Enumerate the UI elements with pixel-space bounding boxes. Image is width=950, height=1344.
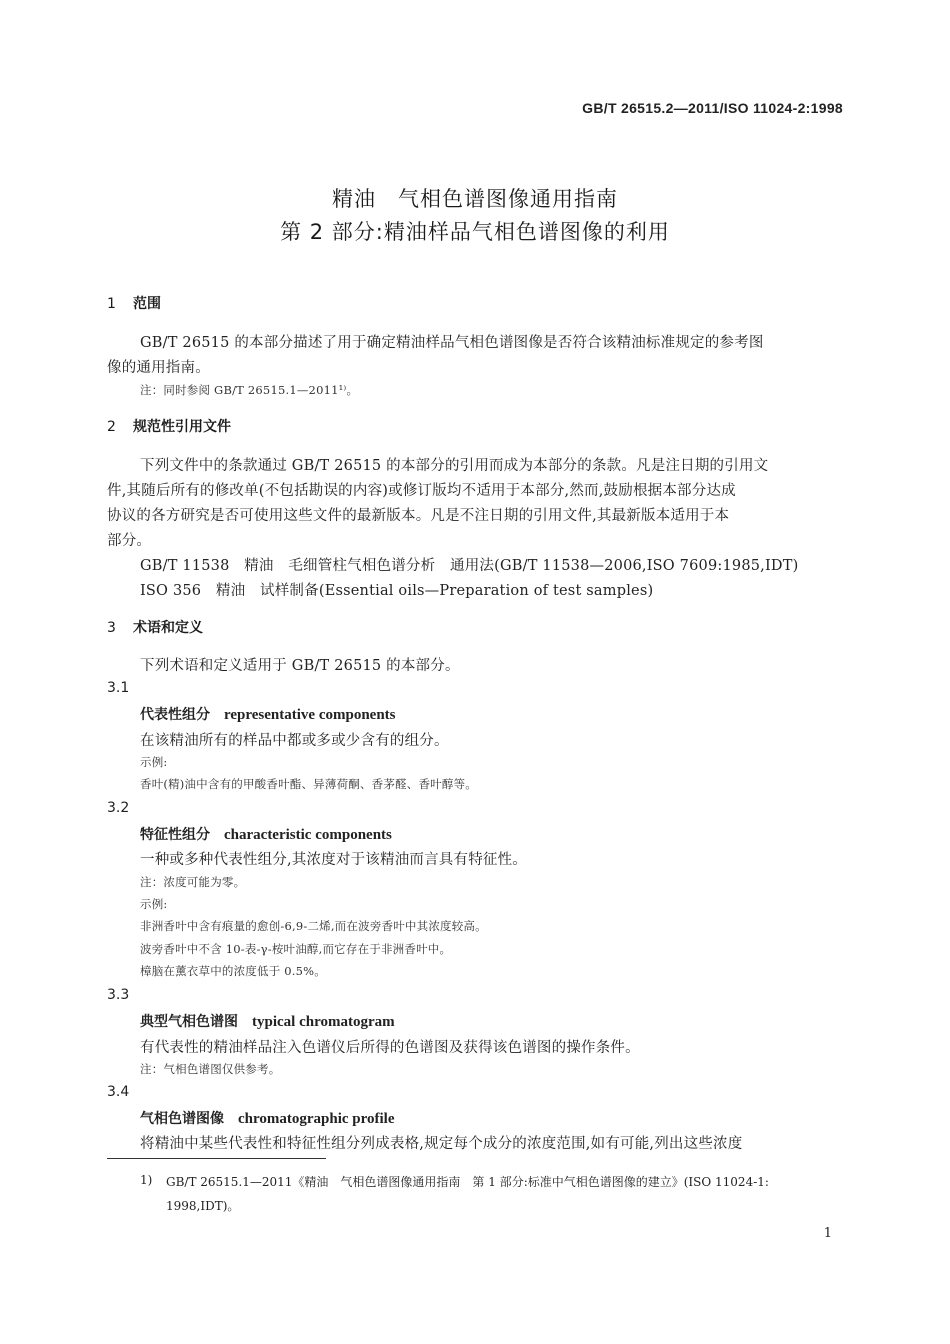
footnote-text-line2: 1998,IDT)。 xyxy=(166,1199,240,1213)
document-title-line1: 精油 气相色谱图像通用指南 xyxy=(332,187,618,211)
normative-reference: ISO 356 精油 试样制备(Essential oils—Preparation of test samples) xyxy=(140,583,654,599)
term-heading xyxy=(140,704,396,724)
clause-number: 3.2 xyxy=(107,800,130,816)
term-heading xyxy=(140,824,392,844)
section-number: 2 xyxy=(107,419,116,435)
footnote-text-line1: GB/T 26515.1—2011《精油 气相色谱图像通用指南 第 1 部分:标准中气相色谱图像的建立》(ISO 11024-1: xyxy=(166,1175,769,1189)
term-heading xyxy=(140,1011,395,1031)
term-definition: 有代表性的精油样品注入色谱仪后所得的色谱图及获得该色谱图的操作条件。 xyxy=(140,1040,640,1056)
term-english: typical chromatogram xyxy=(252,1014,395,1030)
term-example: 非洲香叶中含有痕量的愈创-6,9-二烯,而在波旁香叶中其浓度较高。 xyxy=(140,919,487,933)
term-english: characteristic components xyxy=(224,827,392,843)
page-number: 1 xyxy=(823,1226,832,1241)
section-2-para-line: 部分。 xyxy=(107,533,152,549)
term-example: 波旁香叶中不含 10-表-γ-桉叶油醇,而它存在于非洲香叶中。 xyxy=(140,942,452,956)
term-definition: 一种或多种代表性组分,其浓度对于该精油而言具有特征性。 xyxy=(140,852,528,868)
section-1-para-line1: GB/T 26515 的本部分描述了用于确定精油样品气相色谱图像是否符合该精油标准规定的参考图 xyxy=(140,335,764,351)
clause-number: 3.1 xyxy=(107,680,130,696)
term-example-label: 示例: xyxy=(140,755,168,769)
term-note: 注：气相色谱图仅供参考。 xyxy=(140,1062,281,1076)
term-chinese: 典型气相色谱图 xyxy=(140,1014,238,1030)
section-2-para-line: 件,其随后所有的修改单(不包括勘误的内容)或修订版均不适用于本部分,然而,鼓励根据本部分达成 xyxy=(107,483,736,499)
term-example: 香叶(精)油中含有的甲酸香叶酯、异薄荷酮、香茅醛、香叶醇等。 xyxy=(140,777,477,791)
section-number: 1 xyxy=(107,296,116,312)
standard-number: GB/T 26515.2—2011/ISO 11024-2:1998 xyxy=(582,100,843,116)
section-1-note: 注：同时参阅 GB/T 26515.1—2011¹⁾。 xyxy=(140,383,359,397)
section-2-para-line: 下列文件中的条款通过 GB/T 26515 的本部分的引用而成为本部分的条款。凡是注日期的引用文 xyxy=(140,458,769,474)
section-2-heading xyxy=(107,416,231,436)
term-chinese: 特征性组分 xyxy=(140,827,210,843)
section-1-para-line2: 像的通用指南。 xyxy=(107,360,210,376)
section-1-heading xyxy=(107,293,161,313)
section-3-heading xyxy=(107,617,203,637)
term-note: 注：浓度可能为零。 xyxy=(140,875,246,889)
term-definition: 将精油中某些代表性和特征性组分列成表格,规定每个成分的浓度范围,如有可能,列出这些浓度 xyxy=(140,1136,743,1152)
normative-reference: GB/T 11538 精油 毛细管柱气相色谱分析 通用法(GB/T 11538—2006,ISO 7609:1985,IDT) xyxy=(140,558,799,574)
document-title-line2: 第 2 部分:精油样品气相色谱图像的利用 xyxy=(280,220,670,244)
term-english: chromatographic profile xyxy=(238,1111,395,1127)
term-heading xyxy=(140,1108,395,1128)
term-example: 樟脑在薰衣草中的浓度低于 0.5%。 xyxy=(140,964,326,978)
term-definition: 在该精油所有的样品中都或多或少含有的组分。 xyxy=(140,733,449,749)
term-chinese: 代表性组分 xyxy=(140,707,210,723)
section-title: 范围 xyxy=(133,296,161,312)
section-title: 术语和定义 xyxy=(133,620,203,636)
section-title: 规范性引用文件 xyxy=(133,419,231,435)
footnote-marker: 1) xyxy=(140,1173,153,1187)
term-english: representative components xyxy=(224,707,396,723)
footnote-divider xyxy=(107,1158,326,1159)
section-2-para-line: 协议的各方研究是否可使用这些文件的最新版本。凡是不注日期的引用文件,其最新版本适用于本 xyxy=(107,508,730,524)
clause-number: 3.3 xyxy=(107,987,130,1003)
term-chinese: 气相色谱图像 xyxy=(140,1111,224,1127)
term-example-label: 示例: xyxy=(140,897,168,911)
section-3-intro: 下列术语和定义适用于 GB/T 26515 的本部分。 xyxy=(140,658,460,674)
section-number: 3 xyxy=(107,620,116,636)
clause-number: 3.4 xyxy=(107,1084,130,1100)
